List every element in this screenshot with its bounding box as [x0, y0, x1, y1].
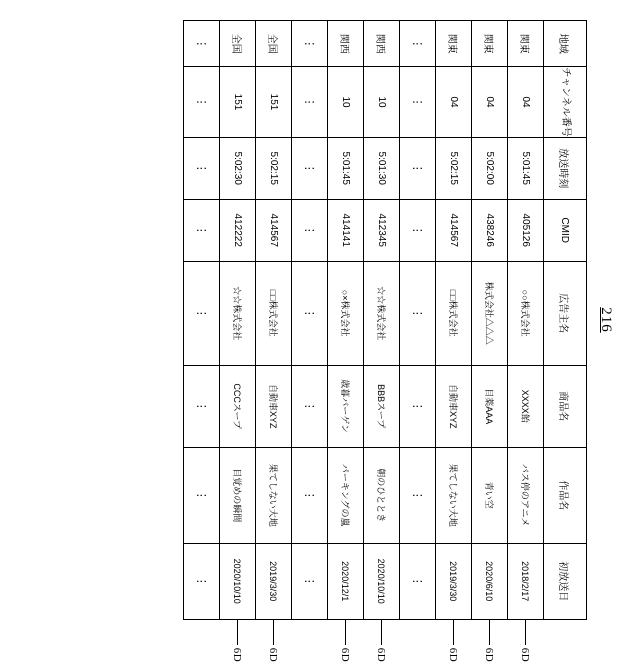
broadcast-cm-table: [183, 20, 587, 662]
cell-channel: 04: [472, 67, 508, 137]
table-row: [364, 21, 400, 619]
cell-cmid: 414567: [256, 199, 292, 261]
leader-mark: [520, 619, 532, 662]
table-row: [436, 21, 472, 619]
leader-label: 6D: [375, 647, 388, 662]
cell-region: 関西: [364, 21, 400, 67]
column-header-program: 作品名: [544, 447, 587, 543]
leader-mark: [340, 619, 352, 662]
cell-cmid: 412222: [220, 199, 256, 261]
cell-region: ⋮: [400, 21, 436, 67]
leader-dash: [525, 619, 526, 645]
cell-cmid: 405126: [508, 199, 544, 261]
cell-airdate: ⋮: [400, 543, 436, 619]
cell-product: CCCスープ: [220, 365, 256, 447]
airdate-text: 2019/3/30: [448, 561, 459, 602]
leader-label: 6D: [447, 647, 460, 662]
leader-label: 6D: [267, 647, 280, 662]
cell-region: 関東: [508, 21, 544, 67]
leader-label: 6D: [231, 647, 244, 662]
cell-region: 全国: [220, 21, 256, 67]
table-row: [472, 21, 508, 619]
leader-dash: [453, 619, 454, 645]
cell-time: 5:02:15: [256, 137, 292, 199]
cell-airdate: ⋮: [184, 543, 220, 619]
cell-time: 5:02:15: [436, 137, 472, 199]
leader-label: 6D: [483, 647, 496, 662]
leader-dash: [237, 619, 238, 645]
cell-time: 5:01:45: [328, 137, 364, 199]
leader-dash: [381, 619, 382, 645]
cell-time: 5:01:30: [364, 137, 400, 199]
cell-program: 果てしない大地: [436, 447, 472, 543]
table-header-row: [544, 21, 587, 619]
cell-region: ⋮: [292, 21, 328, 67]
leader-mark: [232, 619, 244, 662]
leader-dash: [489, 619, 490, 645]
cell-time: ⋮: [400, 137, 436, 199]
cell-airdate: [508, 543, 544, 662]
cell-cmid: 414567: [436, 199, 472, 261]
cell-cmid: ⋮: [292, 199, 328, 261]
cell-airdate: [472, 543, 508, 662]
cell-product: ⋮: [292, 365, 328, 447]
cell-program: ⋮: [400, 447, 436, 543]
cell-time: ⋮: [184, 137, 220, 199]
figure-number: 216: [598, 307, 614, 333]
table-row: [220, 21, 256, 619]
column-header-region: 地域: [544, 21, 587, 67]
table-row: [508, 21, 544, 619]
cell-sponsor: ○×株式会社: [328, 261, 364, 365]
table-row: [400, 21, 436, 619]
cell-sponsor: ☆☆株式会社: [364, 261, 400, 365]
cell-program: 果てしない大地: [256, 447, 292, 543]
cell-program: バス停のアニメ: [508, 447, 544, 543]
cell-program: パーキングの嵐: [328, 447, 364, 543]
cell-region: 関東: [472, 21, 508, 67]
leader-mark: [268, 619, 280, 662]
cell-program: 青い空: [472, 447, 508, 543]
cell-product: 自動車XYZ: [436, 365, 472, 447]
cell-sponsor: ☆☆株式会社: [220, 261, 256, 365]
column-header-product: 商品名: [544, 365, 587, 447]
table-row: [184, 21, 220, 619]
cell-program: 目覚めの瞬間: [220, 447, 256, 543]
leader-dash: [273, 619, 274, 645]
cell-time: 5:01:45: [508, 137, 544, 199]
cell-airdate: [256, 543, 292, 662]
cell-channel: ⋮: [292, 67, 328, 137]
cell-airdate: [328, 543, 364, 662]
cell-product: XXXX飴: [508, 365, 544, 447]
leader-mark: [484, 619, 496, 662]
cell-cmid: 438246: [472, 199, 508, 261]
leader-dash: [345, 619, 346, 645]
cell-product: ⋮: [184, 365, 220, 447]
airdate-text: 2020/10/10: [376, 558, 387, 604]
cell-region: 関東: [436, 21, 472, 67]
cell-cmid: 414141: [328, 199, 364, 261]
cell-time: 5:02:30: [220, 137, 256, 199]
column-header-sponsor: 広告主名: [544, 261, 587, 365]
cell-airdate: [220, 543, 256, 662]
leader-label: 6D: [339, 647, 352, 662]
cell-sponsor: ○○株式会社: [508, 261, 544, 365]
cell-airdate: ⋮: [292, 543, 328, 619]
cell-program: 朝のひととき: [364, 447, 400, 543]
cell-program: ⋮: [292, 447, 328, 543]
cell-sponsor: ⋮: [292, 261, 328, 365]
cell-channel: 151: [220, 67, 256, 137]
cell-sponsor: 株式会社△△△: [472, 261, 508, 365]
cell-cmid: ⋮: [400, 199, 436, 261]
cell-channel: ⋮: [184, 67, 220, 137]
cell-program: ⋮: [184, 447, 220, 543]
cell-region: 全国: [256, 21, 292, 67]
cell-region: ⋮: [184, 21, 220, 67]
cell-product: 目薬AAA: [472, 365, 508, 447]
cell-time: 5:02:00: [472, 137, 508, 199]
cell-channel: 04: [508, 67, 544, 137]
airdate-text: 2020/10/10: [232, 558, 243, 604]
airdate-text: 2020/6/10: [484, 561, 495, 602]
airdate-text: 2020/12/1: [340, 561, 351, 602]
table-row: [328, 21, 364, 619]
leader-mark: [448, 619, 460, 662]
cell-sponsor: ⋮: [184, 261, 220, 365]
cell-channel: 10: [328, 67, 364, 137]
table-row: [256, 21, 292, 619]
column-header-time: 放送時刻: [544, 137, 587, 199]
cell-airdate: [436, 543, 472, 662]
cell-product: BBBスープ: [364, 365, 400, 447]
cell-sponsor: □□株式会社: [436, 261, 472, 365]
column-header-cmid: CMID: [544, 199, 587, 261]
cell-channel: 151: [256, 67, 292, 137]
airdate-text: 2019/3/30: [268, 561, 279, 602]
column-header-airdate: 初放送日: [544, 543, 587, 619]
table-row: [292, 21, 328, 619]
cell-product: 歳暮バーゲン: [328, 365, 364, 447]
cell-cmid: ⋮: [184, 199, 220, 261]
cell-sponsor: □□株式会社: [256, 261, 292, 365]
cell-region: 関西: [328, 21, 364, 67]
cell-time: ⋮: [292, 137, 328, 199]
cell-airdate: [364, 543, 400, 662]
leader-mark: [376, 619, 388, 662]
cell-cmid: 412345: [364, 199, 400, 261]
column-header-channel: チャンネル番号: [544, 67, 587, 137]
cell-product: ⋮: [400, 365, 436, 447]
cell-channel: ⋮: [400, 67, 436, 137]
cell-product: 自動車XYZ: [256, 365, 292, 447]
cell-channel: 10: [364, 67, 400, 137]
cell-sponsor: ⋮: [400, 261, 436, 365]
leader-label: 6D: [519, 647, 532, 662]
cell-channel: 04: [436, 67, 472, 137]
airdate-text: 2018/2/17: [520, 561, 531, 602]
